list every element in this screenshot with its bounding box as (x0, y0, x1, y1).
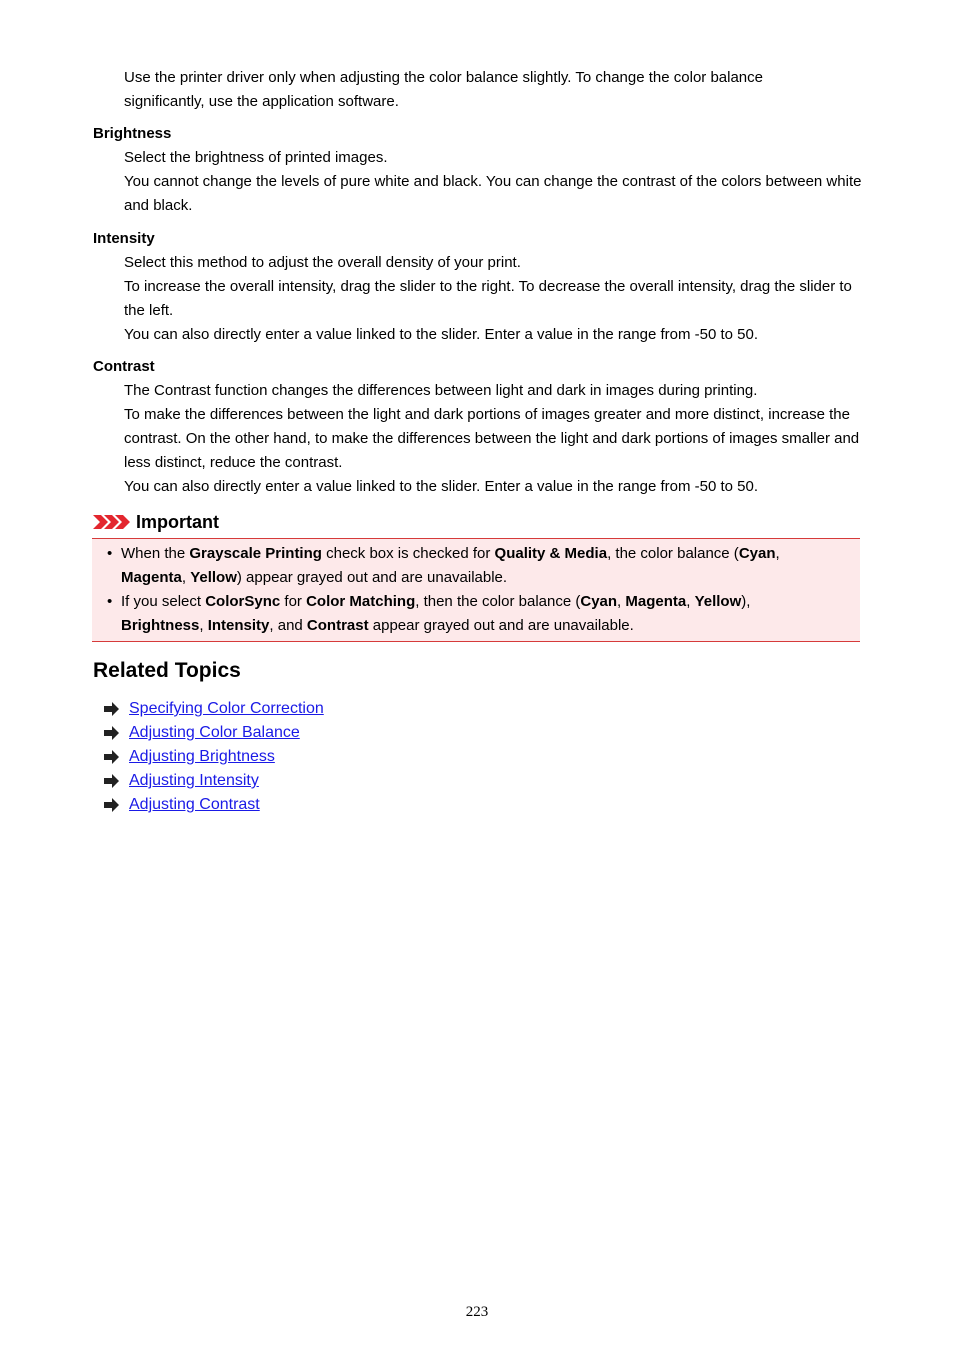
emphasis: Yellow (694, 593, 742, 610)
related-topic-item (104, 769, 324, 793)
brightness-p1: Select the brightness of printed images. (124, 149, 388, 166)
important-list (92, 539, 860, 638)
related-topic-item (104, 721, 324, 745)
page-number: 223 (465, 1304, 489, 1320)
related-topic-item (104, 793, 324, 817)
bullet: • (107, 545, 113, 562)
related-topics-title: Related Topics (93, 659, 241, 682)
right-arrow-icon (104, 798, 121, 812)
right-arrow-icon (104, 750, 121, 764)
emphasis: Brightness (121, 617, 200, 634)
text: When the (121, 545, 190, 562)
intro-line: significantly, use the application software. (124, 93, 399, 110)
text: check box is checked for (321, 545, 495, 562)
text: , and (269, 617, 307, 634)
intensity-p3: You can also directly enter a value linked to the slider. Enter a value in the range from -50 to 50. (124, 326, 758, 343)
link-adjusting-intensity[interactable]: Adjusting Intensity (129, 772, 259, 789)
intensity-term: Intensity (93, 230, 155, 247)
brightness-term: Brightness (93, 125, 172, 142)
contrast-p1: The Contrast function changes the differences between light and dark in images during printing. (124, 382, 758, 399)
contrast-description (124, 379, 864, 499)
right-arrow-icon (104, 702, 121, 716)
text: , the color balance ( (607, 545, 739, 562)
triple-chevron-icon (93, 514, 131, 530)
right-arrow-icon (104, 774, 121, 788)
contrast-p2: To make the differences between the light and dark portions of images greater and more distinct, increase the contrast. On the other hand, to make the differences between the light and dark portions of images smaller and less distinct, reduce the contrast. (124, 406, 860, 471)
emphasis: Quality & Media (494, 545, 608, 562)
important-item (92, 542, 841, 590)
emphasis: Color Matching (306, 593, 416, 610)
emphasis: Intensity (207, 617, 270, 634)
link-adjusting-brightness[interactable]: Adjusting Brightness (129, 748, 275, 765)
text: ), (741, 593, 751, 610)
text: , (617, 593, 626, 610)
related-topics-list (104, 697, 324, 817)
contrast-p3: You can also directly enter a value linked to the slider. Enter a value in the range from -50 to 50. (124, 478, 758, 495)
important-item (92, 590, 841, 638)
intro-paragraph (124, 66, 864, 114)
emphasis: ColorSync (205, 593, 281, 610)
important-box (92, 538, 860, 642)
intensity-description (124, 251, 864, 347)
emphasis: Magenta (625, 593, 687, 610)
bullet: • (107, 593, 113, 610)
text: for (280, 593, 307, 610)
contrast-term: Contrast (93, 358, 155, 375)
text: , (686, 593, 695, 610)
text: ) appear grayed out and are unavailable. (236, 569, 508, 586)
emphasis: Grayscale Printing (189, 545, 322, 562)
text: , (775, 545, 780, 562)
emphasis: Cyan (580, 593, 618, 610)
intensity-p2: To increase the overall intensity, drag the slider to the right. To decrease the overall intensity, drag the slider to the left. (124, 278, 852, 319)
text: , (199, 617, 208, 634)
related-topic-item (104, 745, 324, 769)
emphasis: Magenta (121, 569, 182, 586)
intro-line: Use the printer driver only when adjusting the color balance slightly. To change the color balance (124, 69, 763, 86)
brightness-p2: You cannot change the levels of pure white and black. You can change the contrast of the colors between white and black. (124, 173, 862, 214)
text: , then the color balance ( (415, 593, 581, 610)
link-adjusting-contrast[interactable]: Adjusting Contrast (129, 796, 260, 813)
right-arrow-icon (104, 726, 121, 740)
intensity-p1: Select this method to adjust the overall density of your print. (124, 254, 521, 271)
link-specifying-color-correction[interactable]: Specifying Color Correction (129, 700, 324, 717)
text: , (181, 569, 191, 586)
emphasis: Yellow (190, 569, 237, 586)
important-title: Important (136, 511, 219, 532)
emphasis: Contrast (306, 617, 369, 634)
text: appear grayed out and are unavailable. (368, 617, 634, 634)
text: If you select (121, 593, 206, 610)
emphasis: Cyan (738, 545, 776, 562)
important-heading (93, 509, 219, 535)
related-topic-item (104, 697, 324, 721)
brightness-description (124, 146, 864, 218)
link-adjusting-color-balance[interactable]: Adjusting Color Balance (129, 724, 300, 741)
